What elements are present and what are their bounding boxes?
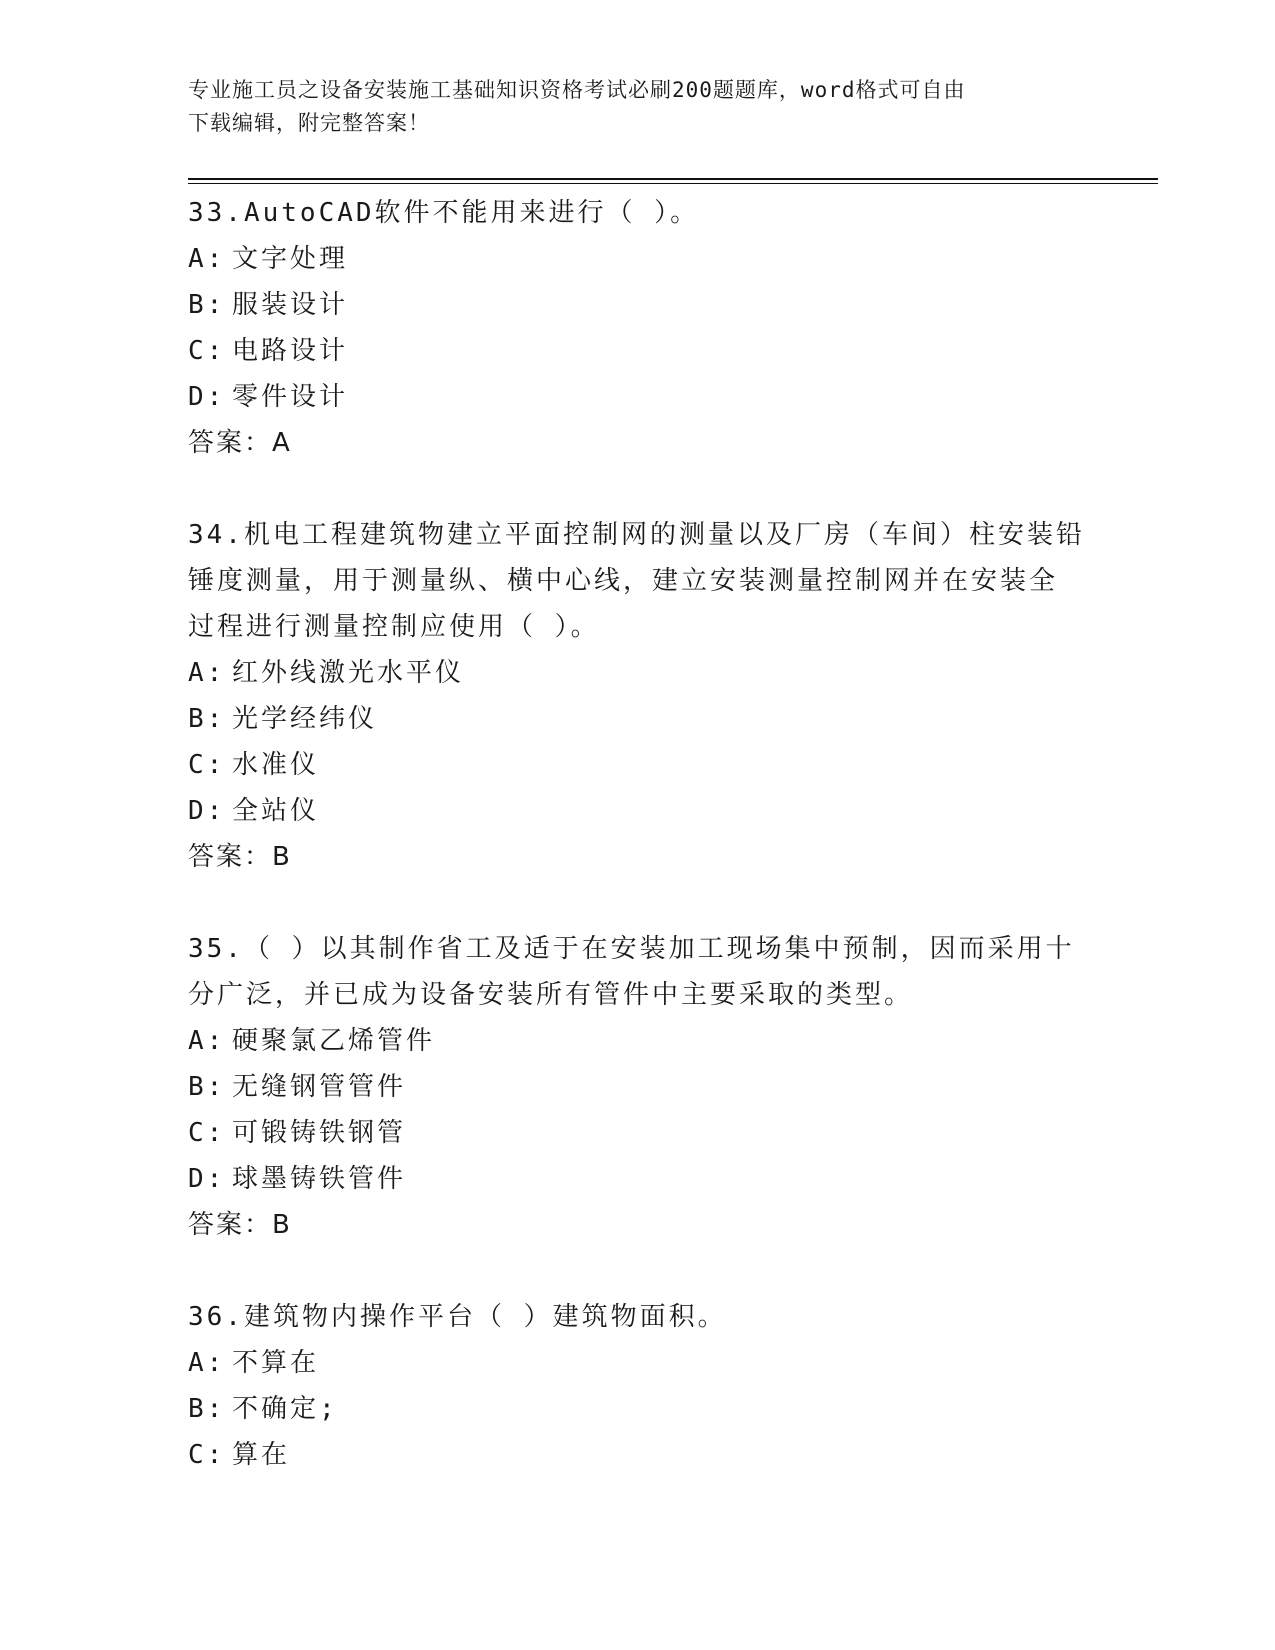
answer-line: 答案：B — [188, 1210, 292, 1240]
option-text: 无缝钢管管件 — [232, 1072, 407, 1102]
option-text: 光学经纬仪 — [232, 704, 378, 734]
option-text: 水准仪 — [232, 750, 320, 780]
option-text: 不算在 — [232, 1348, 320, 1378]
option-text: 红外线激光水平仪 — [232, 658, 465, 688]
question-list — [188, 190, 1088, 1524]
question-text — [188, 190, 1088, 236]
option-c — [188, 328, 1088, 374]
option-text: 球墨铸铁管件 — [232, 1164, 407, 1194]
question-33 — [188, 190, 1088, 466]
answer-line: 答案：B — [188, 842, 292, 872]
option-text: 文字处理 — [232, 244, 349, 274]
option-c — [188, 1110, 1088, 1156]
question-line: 33.AutoCAD软件不能用来进行（ ）。 — [188, 198, 700, 228]
option-key: C: — [188, 336, 226, 366]
option-text: 硬聚氯乙烯管件 — [232, 1026, 436, 1056]
option-key: C: — [188, 750, 226, 780]
option-b — [188, 1064, 1088, 1110]
document-header — [188, 74, 1088, 140]
option-key: C: — [188, 1118, 226, 1148]
header-line-1: 专业施工员之设备安装施工基础知识资格考试必刷200题题库，word格式可自由 — [188, 78, 966, 102]
question-35 — [188, 926, 1088, 1248]
option-text: 服装设计 — [232, 290, 349, 320]
option-text: 全站仪 — [232, 796, 320, 826]
option-text: 电路设计 — [232, 336, 349, 366]
question-line: 34.机电工程建筑物建立平面控制网的测量以及厂房（车间）柱安装铅 — [188, 520, 1085, 550]
question-36 — [188, 1294, 1088, 1478]
option-b — [188, 1386, 1088, 1432]
question-line: 锤度测量，用于测量纵、横中心线，建立安装测量控制网并在安装全 — [188, 566, 1059, 596]
answer-line: 答案：A — [188, 428, 292, 458]
option-key: A: — [188, 1026, 226, 1056]
option-text: 算在 — [232, 1440, 291, 1470]
option-d — [188, 374, 1088, 420]
header-divider-thick — [188, 178, 1158, 180]
option-text: 零件设计 — [232, 382, 349, 412]
option-key: B: — [188, 1072, 226, 1102]
option-text: 不确定; — [232, 1394, 338, 1424]
option-key: D: — [188, 382, 226, 412]
option-key: B: — [188, 704, 226, 734]
question-line: 过程进行测量控制应使用（ ）。 — [188, 612, 600, 642]
option-key: A: — [188, 658, 226, 688]
question-text — [188, 1294, 1088, 1340]
option-key: C: — [188, 1440, 226, 1470]
question-line: 36.建筑物内操作平台（ ）建筑物面积。 — [188, 1302, 727, 1332]
option-key: D: — [188, 796, 226, 826]
question-34 — [188, 512, 1088, 880]
option-key: B: — [188, 290, 226, 320]
option-a — [188, 650, 1088, 696]
option-text: 可锻铸铁钢管 — [232, 1118, 407, 1148]
option-c — [188, 742, 1088, 788]
option-key: A: — [188, 244, 226, 274]
option-a — [188, 1340, 1088, 1386]
question-text — [188, 926, 1088, 1018]
question-line: 35.（ ）以其制作省工及适于在安装加工现场集中预制，因而采用十 — [188, 934, 1075, 964]
option-key: A: — [188, 1348, 226, 1378]
option-a — [188, 1018, 1088, 1064]
option-d — [188, 1156, 1088, 1202]
header-divider-thin — [188, 183, 1158, 184]
option-d — [188, 788, 1088, 834]
header-line-2: 下载编辑，附完整答案！ — [188, 111, 430, 135]
question-text — [188, 512, 1088, 650]
option-b — [188, 696, 1088, 742]
option-b — [188, 282, 1088, 328]
option-key: D: — [188, 1164, 226, 1194]
option-a — [188, 236, 1088, 282]
question-line: 分广泛，并已成为设备安装所有管件中主要采取的类型。 — [188, 980, 914, 1010]
option-c — [188, 1432, 1088, 1478]
option-key: B: — [188, 1394, 226, 1424]
